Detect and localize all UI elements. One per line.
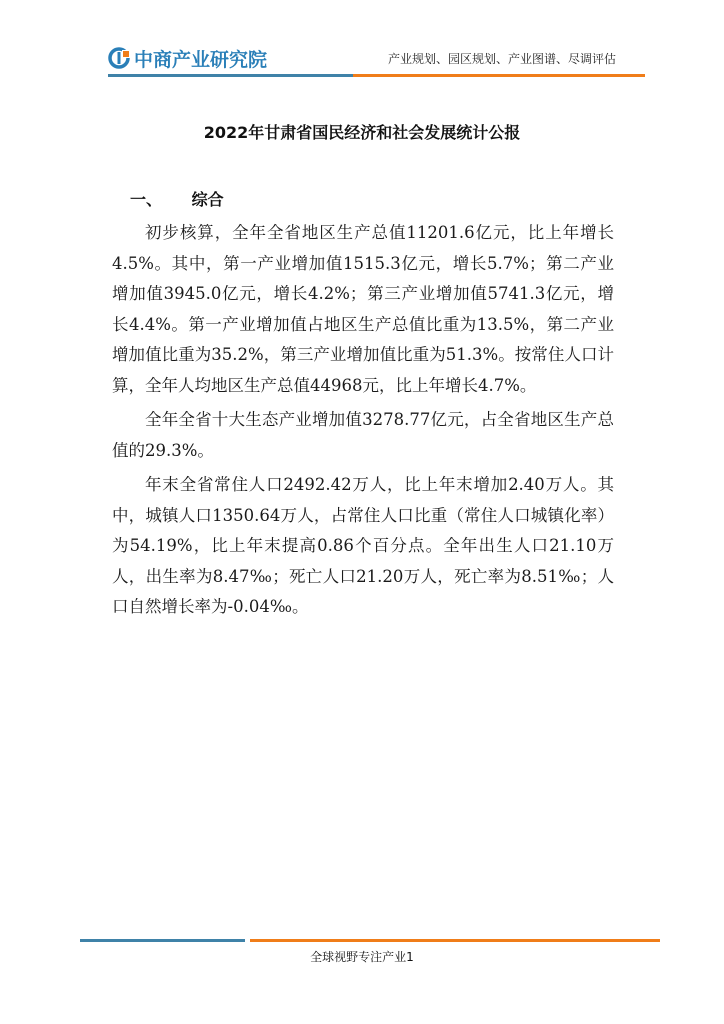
header-tagline: 产业规划、园区规划、产业图谱、尽调评估 xyxy=(387,52,616,66)
document-title: 2022年甘肃省国民经济和社会发展统计公报 xyxy=(203,123,521,142)
paragraph-population: 年末全省常住人口2492.42万人，比上年末增加2.40万人。其中，城镇人口1350.64万人，占常住人口比重（常住人口城镇化率）为54.19%，比上年末提高0.86个百分点。全年出生人口21.10万人，出生率为8.47‰；死亡人口21.20万人，死亡率为8.51‰；人口自然增长率为-0.04‰。 xyxy=(112,475,614,616)
document-body xyxy=(112,218,614,627)
section-label: 综合 xyxy=(191,190,224,209)
section-number: 一、 xyxy=(130,190,163,209)
section-heading xyxy=(130,187,224,210)
footer-rule-orange xyxy=(250,939,660,942)
footer-rule-blue xyxy=(80,939,245,942)
page-footer: 全球视野专注产业1 xyxy=(310,950,414,964)
page-header xyxy=(0,0,724,90)
paragraph-eco-industry: 全年全省十大生态产业增加值3278.77亿元，占全省地区生产总值的29.3%。 xyxy=(112,410,614,460)
header-rule-orange xyxy=(353,74,645,77)
zhongshang-logo-icon xyxy=(108,47,130,69)
header-rule-blue xyxy=(108,74,353,77)
paragraph-gdp: 初步核算，全年全省地区生产总值11201.6亿元，比上年增长4.5%。其中，第一产业增加值1515.3亿元，增长5.7%；第二产业增加值3945.0亿元，增长4.2%；第三产业增加值5741.3亿元，增长4.4%。第一产业增加值占地区生产总值比重为13.5%，第二产业增加值比重为35.2%，第三产业增加值比重为51.3%。按常住人口计算，全年人均地区生产总值44968元，比上年增长4.7%。 xyxy=(112,223,614,395)
brand-name: 中商产业研究院 xyxy=(134,48,268,71)
brand-logo xyxy=(108,44,267,72)
